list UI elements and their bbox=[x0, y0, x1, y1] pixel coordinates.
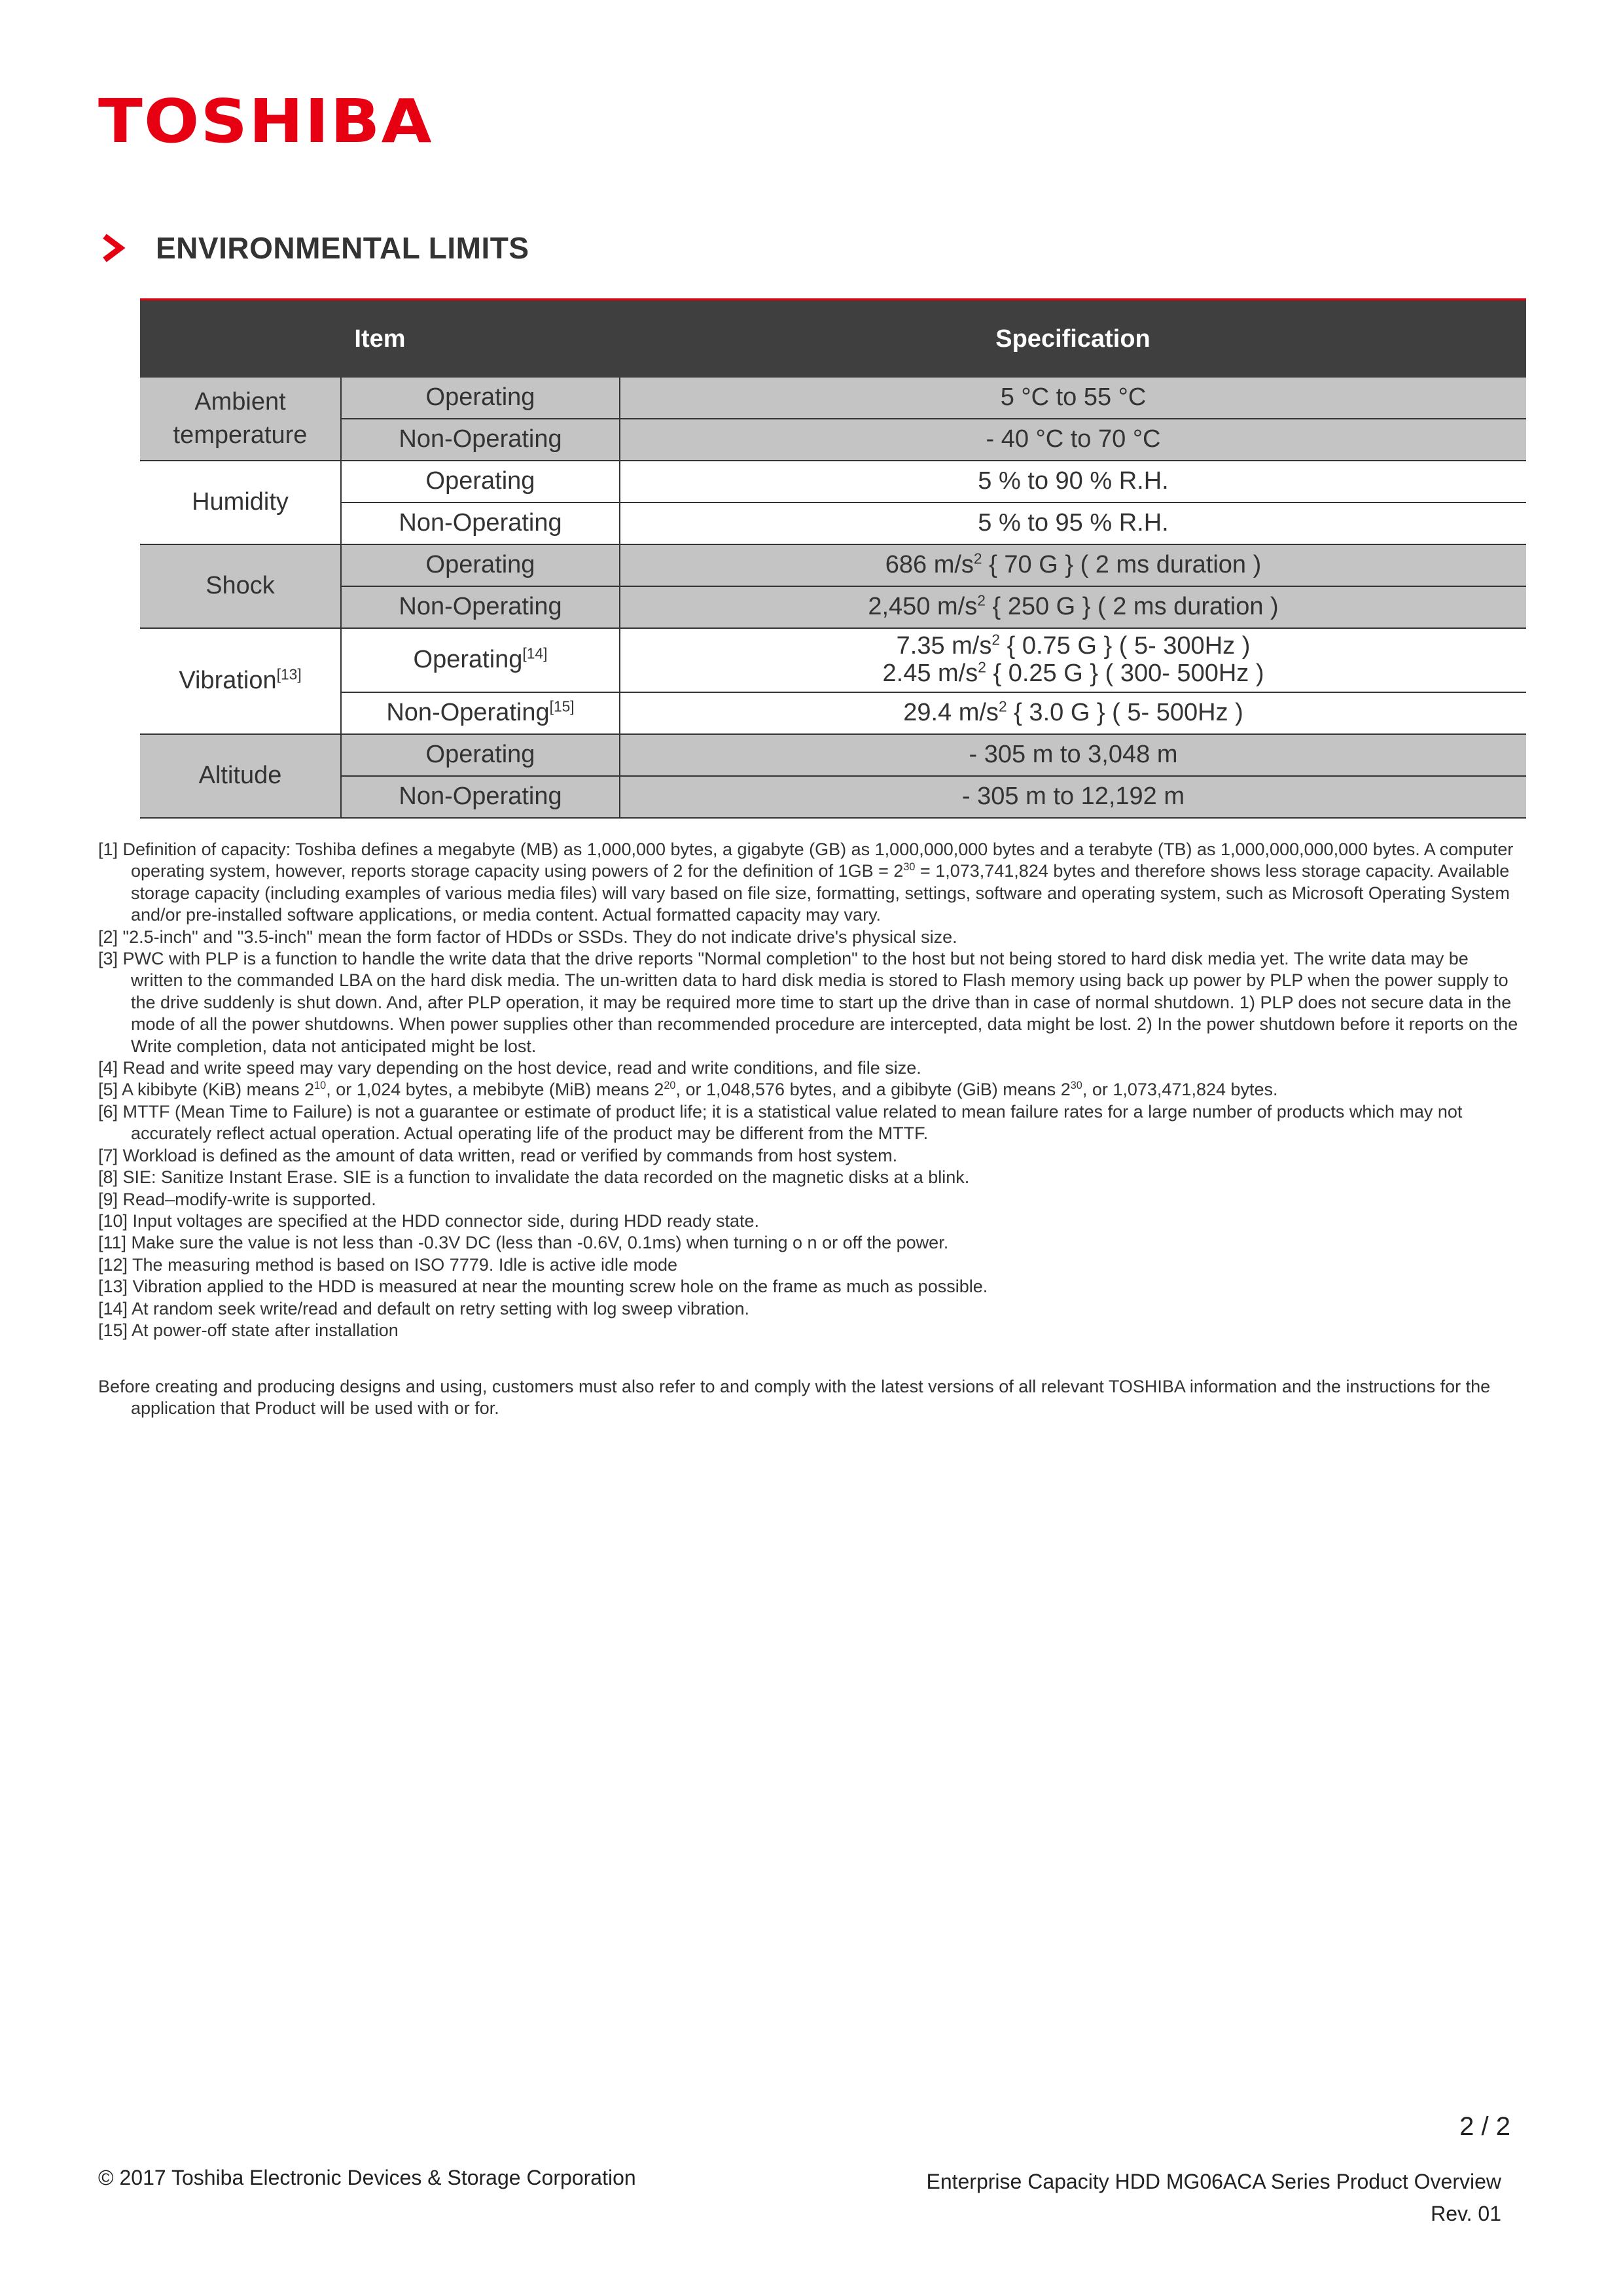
copyright: © 2017 Toshiba Electronic Devices & Storage Corporation bbox=[98, 2166, 636, 2189]
condition-cell: Non-Operating bbox=[341, 586, 620, 628]
section-title: ENVIRONMENTAL LIMITS bbox=[156, 231, 529, 265]
condition-cell: Non-Operating[15] bbox=[341, 692, 620, 734]
table-row bbox=[140, 503, 1526, 544]
condition-cell: Non-Operating bbox=[341, 419, 620, 461]
footnote-9: [9] Read–modify-write is supported. bbox=[98, 1189, 376, 1209]
spec-cell: - 305 m to 3,048 m bbox=[620, 734, 1526, 776]
table-row bbox=[140, 628, 1526, 692]
footnote-1: [1] Definition of capacity: Toshiba defines a megabyte (MB) as 1,000,000 bytes, a gigabyte (GB) as 1,000,000,000 bytes and a terabyte (TB) as 1,000,000,000,000 bytes. A computer operating system, however, reports storage capacity using powers of 2 for the definition of $1GB = 2^{30} = 1,073,741,824$ bytes and therefore shows less storage capacity. Available storage capacity (including examples of various media files) will vary based on file size, formatting, settings, software and operating system, such as Microsoft Operating System and/or pre-installed software applications, or media content. Actual formatted capacity may vary. bbox=[98, 839, 1514, 925]
condition-cell: Operating bbox=[341, 734, 620, 776]
condition-cell: Non-Operating bbox=[341, 503, 620, 544]
header-specification: Specification bbox=[620, 300, 1526, 378]
item-vibration: Vibration[13] bbox=[140, 628, 341, 734]
condition-cell: Operating bbox=[341, 544, 620, 586]
table-row bbox=[140, 461, 1526, 503]
footnote-10: [10] Input voltages are specified at the HDD connector side, during HDD ready state. bbox=[98, 1210, 760, 1231]
toshiba-logo: TOSHIBA bbox=[98, 86, 433, 156]
environmental-limits-table bbox=[140, 298, 1526, 819]
footnote-12: [12] The measuring method is based on ISO 7779. Idle is active idle mode bbox=[98, 1254, 678, 1275]
revision: Rev. 01 bbox=[1431, 2202, 1501, 2225]
item-altitude: Altitude bbox=[140, 734, 341, 818]
footnote-15: [15] At power-off state after installation bbox=[98, 1320, 399, 1340]
condition-cell: Operating bbox=[341, 461, 620, 503]
spec-cell: 29.4 $m/s^2$ { 3.0 G } ( 5- 500Hz ) bbox=[620, 692, 1526, 734]
condition-cell: Operating bbox=[341, 378, 620, 419]
spec-cell: 2,450 $m/s^2$ { 250 G } ( 2 ms duration ) bbox=[620, 586, 1526, 628]
footnote-13: [13] Vibration applied to the HDD is measured at near the mounting screw hole on the frame as much as possible. bbox=[98, 1277, 988, 1297]
section-heading bbox=[98, 230, 529, 266]
footnote-5: [5] A kibibyte (KiB) means $2^{10}$, or 1,024 bytes, a mebibyte (MiB) means $2^{20}$, or 1,048,576 bytes, and a gibibyte (GiB) means $2^{30}$, or 1,073,471,824 bytes. bbox=[98, 1080, 1278, 1100]
header-item: Item bbox=[140, 300, 620, 378]
table-row bbox=[140, 544, 1526, 586]
footnote-6: [6] MTTF (Mean Time to Failure) is not a guarantee or estimate of product life; it is a statistical value related to mean failure rates for a large number of products which may not accurately reflect actual operation. Actual operating life of the product may be different from the MTTF. bbox=[98, 1101, 1463, 1144]
footnotes bbox=[98, 839, 1525, 1341]
table-row bbox=[140, 734, 1526, 776]
table-header-row bbox=[140, 300, 1526, 378]
page-number: 2 / 2 bbox=[1459, 2112, 1510, 2141]
footnote-14: [14] At random seek write/read and default on retry setting with log sweep vibration. bbox=[98, 1298, 750, 1318]
footnote-4: [4] Read and write speed may vary depending on the host device, read and write conditions, and file size. bbox=[98, 1058, 921, 1078]
footnote-8: [8] SIE: Sanitize Instant Erase. SIE is a function to invalidate the data recorded on the magnetic disks at a blink. bbox=[98, 1167, 970, 1188]
condition-cell: Operating[14] bbox=[341, 628, 620, 692]
item-shock: Shock bbox=[140, 544, 341, 628]
spec-cell: 686 $m/s^2$ { 70 G } ( 2 ms duration ) bbox=[620, 544, 1526, 586]
footnote-2: [2] "2.5-inch" and "3.5-inch" mean the form factor of HDDs or SSDs. They do not indicate drive's physical size. bbox=[98, 927, 957, 947]
table-row bbox=[140, 586, 1526, 628]
closing-statement: Before creating and producing designs and using, customers must also refer to and comply with the latest versions of all relevant TOSHIBA information and the instructions for the application that Product will be used with or for. bbox=[98, 1377, 1491, 1419]
spec-cell: 5 °C to 55 °C bbox=[620, 378, 1526, 419]
table-row bbox=[140, 776, 1526, 818]
product-footer bbox=[926, 2166, 1501, 2230]
spec-cell: - 40 °C to 70 °C bbox=[620, 419, 1526, 461]
spec-cell: 7.35 $m/s^2$ { 0.75 G } ( 5- 300Hz ) 2.45 $m/s^2$ { 0.25 G } ( 300- 500Hz ) bbox=[620, 628, 1526, 692]
item-ambient-temperature: Ambient temperature bbox=[140, 378, 341, 461]
table-row bbox=[140, 378, 1526, 419]
product-title: Enterprise Capacity HDD MG06ACA Series Product Overview bbox=[926, 2170, 1501, 2193]
footnote-11: [11] Make sure the value is not less than -0.3V DC (less than -0.6V, 0.1ms) when turning o n or off the power. bbox=[98, 1233, 949, 1253]
item-humidity: Humidity bbox=[140, 461, 341, 544]
spec-cell: 5 % to 95 % R.H. bbox=[620, 503, 1526, 544]
condition-cell: Non-Operating bbox=[341, 776, 620, 818]
spec-cell: - 305 m to 12,192 m bbox=[620, 776, 1526, 818]
table-row bbox=[140, 419, 1526, 461]
footnote-3: [3] PWC with PLP is a function to handle the write data that the drive reports "Normal completion" to the host but not being stored to hard disk media yet. The write data may be written to the commanded LBA on the hard disk media. The un-written data to hard disk media is stored to Flash memory using back up power by PLP when the power supply to the drive suddenly is shut down. And, after PLP operation, it may be required more time to start up the drive than in case of normal shutdown. 1) PLP does not secure data in the mode of all the power shutdowns. When power supplies other than recommended procedure are intercepted, data might be lost. 2) In the power shutdown before it reports on the Write completion, data not anticipated might be lost. bbox=[98, 949, 1518, 1056]
spec-cell: 5 % to 90 % R.H. bbox=[620, 461, 1526, 503]
footnote-7: [7] Workload is defined as the amount of data written, read or verified by commands from host system. bbox=[98, 1145, 898, 1165]
table-row bbox=[140, 692, 1526, 734]
chevron-right-icon bbox=[98, 232, 130, 264]
